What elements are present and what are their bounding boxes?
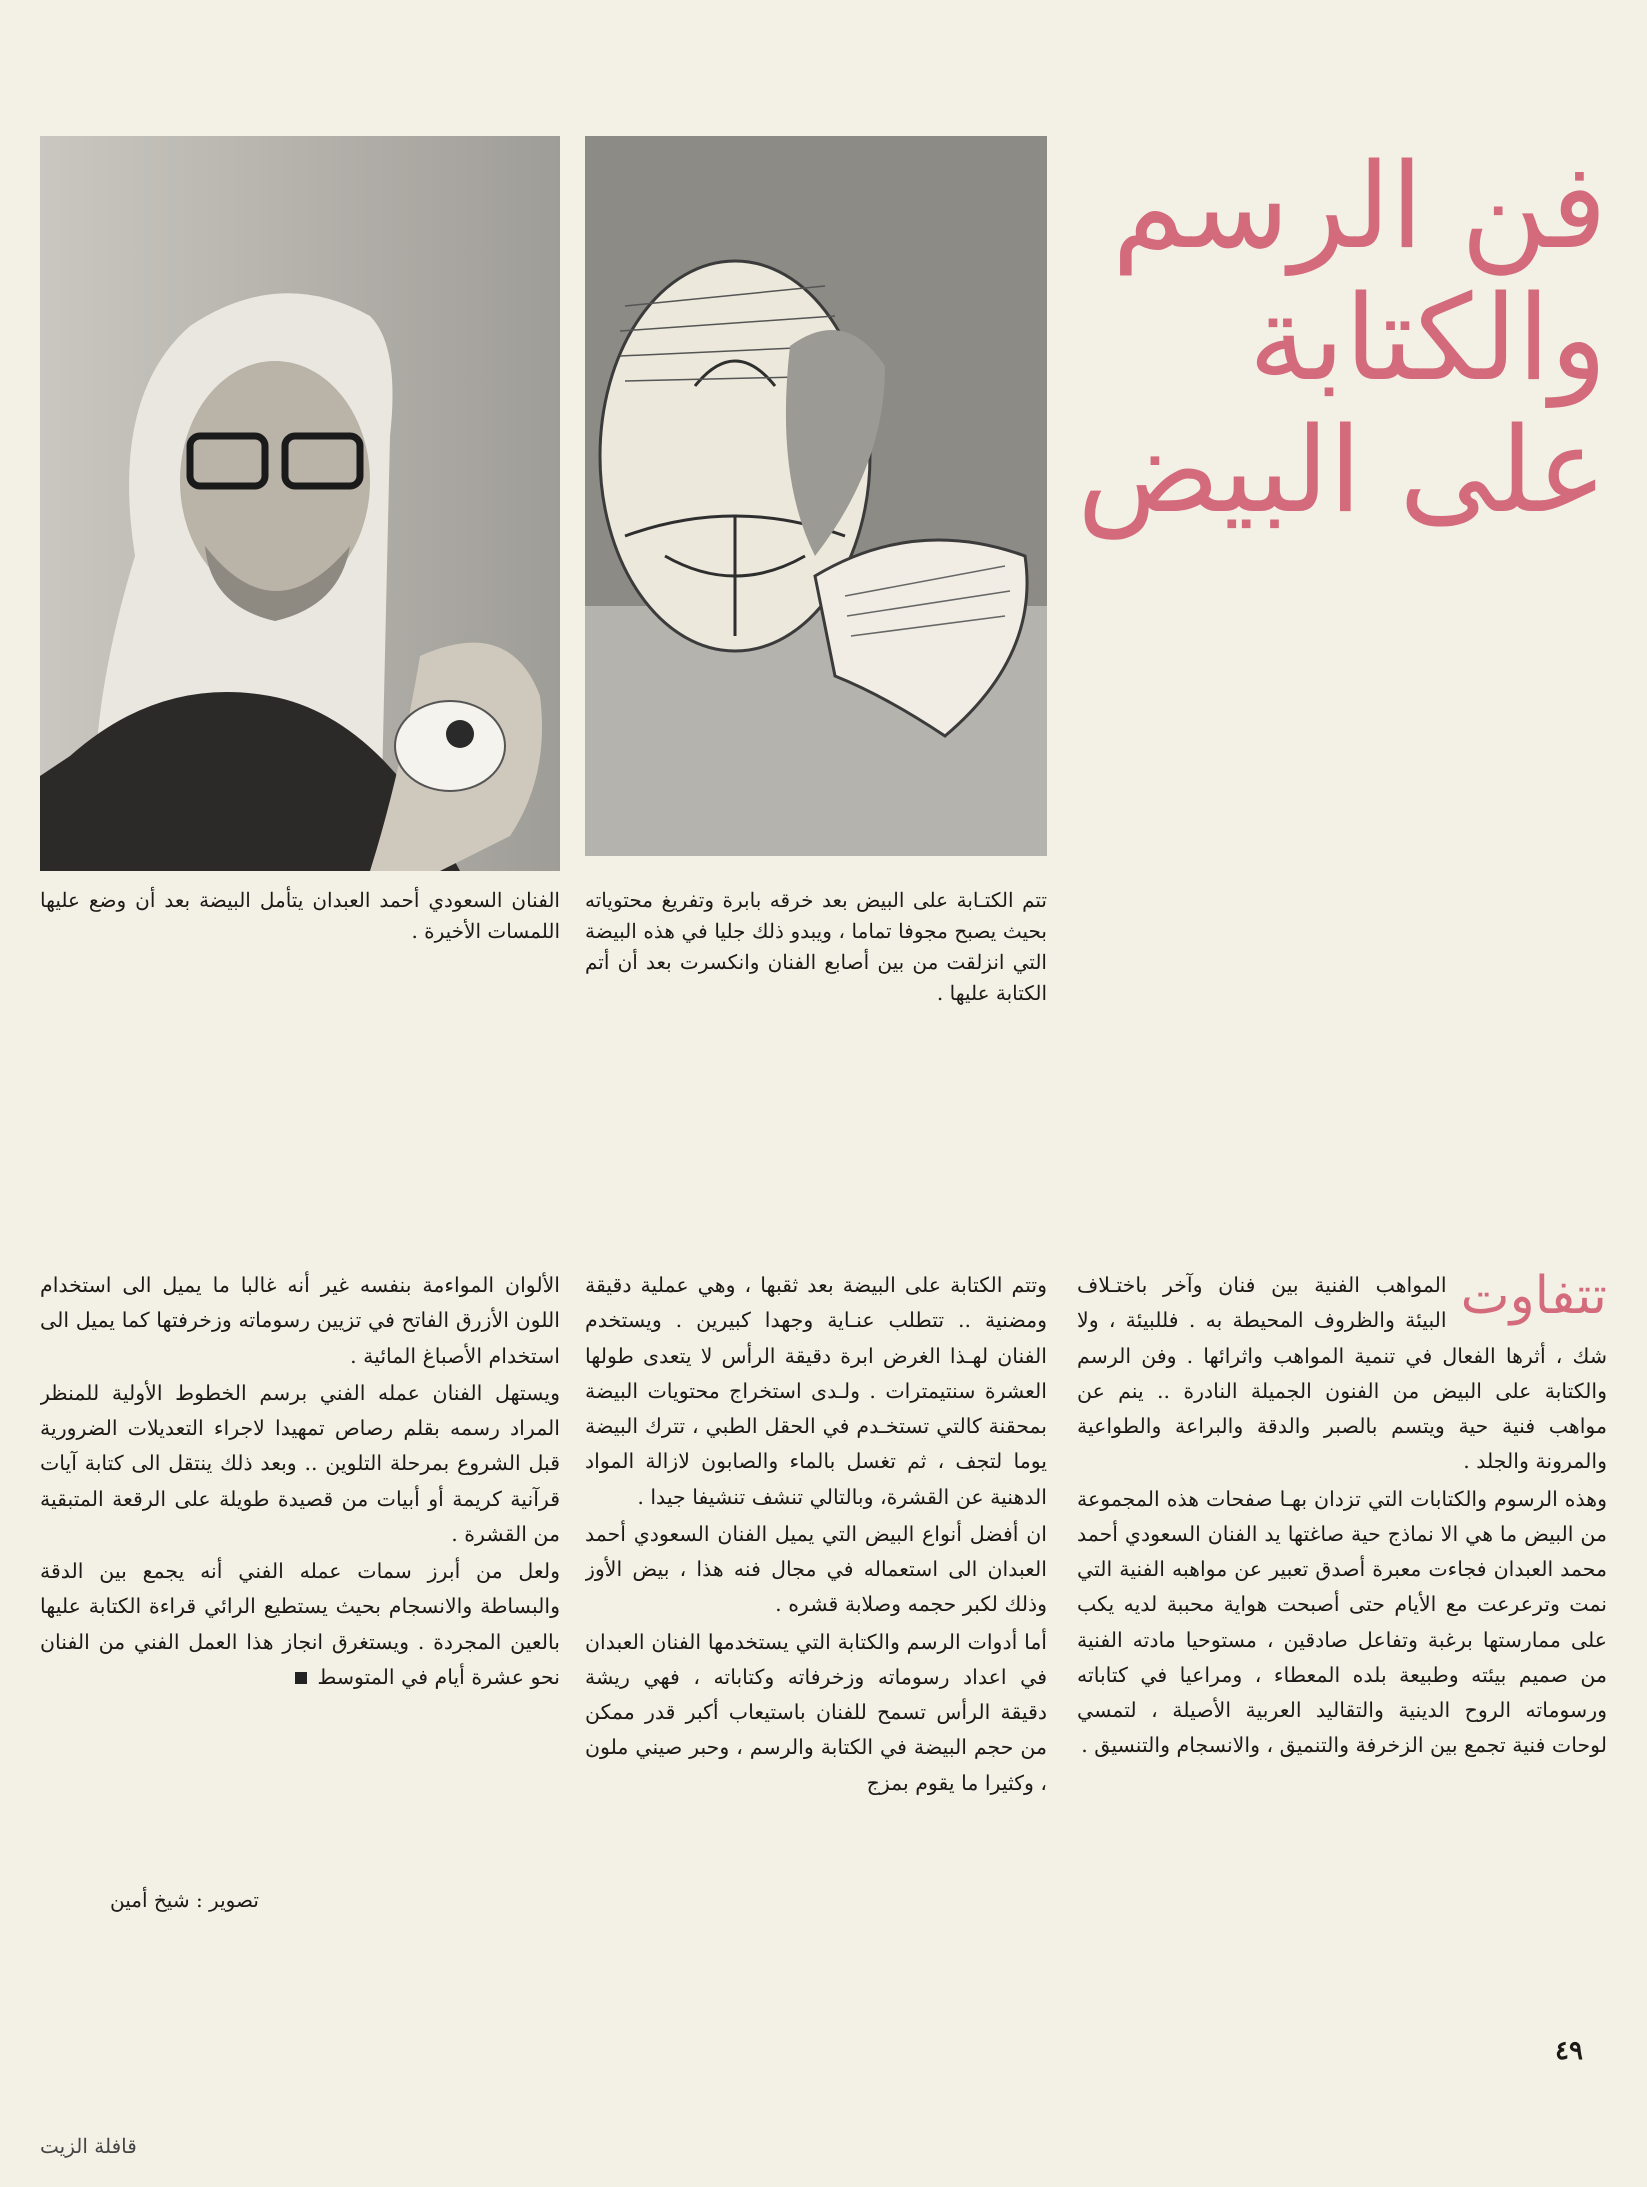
col1-paragraph-2: وهذه الرسوم والكتابات التي تزدان بهـا صفحات هذه المجموعة من البيض ما هي الا نماذج حية صاغتها يد الفنان السعودي أحمد محمد العبدان فجاءت معبرة أصدق تعبير عن مواهبه الفنية التي نمت وترعرعت مع الأيام حتى أصبحت هواية محببة لديه يكب على ممارستها برغبة وتفاعل صادقين ، مستوحيا مادته الفنية من صميم بيئته وطبيعة بلده المعطاء ، ومراعيا في كتاباته ورسوماته الروح الدينية والتقاليد العربية الأصيلة ، لتمسي لوحات فنية تجمع بين الزخرفة والتنميق ، والانسجام والتنسيق .: [1077, 1486, 1607, 1758]
col3-paragraph-3: [40, 1554, 560, 1695]
title-line-3: على البيض: [1077, 401, 1607, 540]
col1-paragraph-1: المواهب الفنية بين فنان وآخر باختـلاف البيئة والظروف المحيطة به . فللبيئة ، ولا شك ، أثرها الفعال في تنمية المواهب واثرائها . وفن الرسم والكتابة على البيض من الفنون الجميلة النادرة .. ينم عن مواهب فنية حية ويتسم بالصبر والدقة والبراعة والطواعية والمرونة والجلد .: [1077, 1273, 1607, 1474]
magazine-footer: قافلة الزيت: [40, 2134, 137, 2158]
left-photo-caption: الفنان السعودي أحمد العبدان يتأمل البيضة بعد أن وضع عليها اللمسات الأخيرة .: [40, 888, 560, 943]
col2-paragraph-2: ان أفضل أنواع البيض التي يميل الفنان السعودي أحمد العبدان الى استعماله في مجال فنه هذا ، بيض الأوز وذلك لكبر حجمه وصلابة قشره .: [585, 1521, 1047, 1617]
center-photo-caption: تتم الكتـابة على البيض بعد خرقه بابرة وتفريغ محتوياته بحيث يصبح مجوفا تماما ، ويبدو ذلك جليا في هذه البيضة التي انزلقت من بين أصابع الفنان وانكسرت بعد أن أتم الكتابة عليها .: [585, 888, 1047, 1005]
article-column-2: [585, 1268, 1047, 2028]
artist-photo: [40, 136, 560, 871]
title-line-1: فن الرسم: [1112, 137, 1607, 275]
end-mark: [295, 1672, 307, 1684]
col3-paragraph-2: ويستهل الفنان عمله الفني برسم الخطوط الأولية للمنظر المراد رسمه بقلم رصاص تمهيدا لاجراء التعديلات الضرورية قبل الشروع بمرحلة التلوين .. وبعد ذلك ينتقل الى كتابة آيات قرآنية كريمة أو أبيات من قصيدة طويلة على الرقعة المتبقية من القشرة .: [40, 1380, 560, 1546]
col2-paragraph-3: أما أدوات الرسم والكتابة التي يستخدمها الفنان العبدان في اعداد رسوماته وزخرفاته وكتاباته ، فهي ريشة دقيقة الرأس تسمح للفنان باستيعاب أكبر قدر ممكن من حجم البيضة في الكتابة والرسم ، وحبر صيني ملون ، وكثيرا ما يقوم بمزج: [585, 1629, 1047, 1795]
col2-paragraph-1: وتتم الكتابة على البيضة بعد ثقبها ، وهي عملية دقيقة ومضنية .. تتطلب عنـاية وجهدا كبيرين . ويستخدم الفنان لهـذا الغرض ابرة دقيقة الرأس لا يتعدى طولها العشرة سنتيمترات . ولـدى استخراج محتويات البيضة بمحقنة كالتي تستخـدم في الحقل الطبي ، تترك البيضة يوما لتجف ، ثم تغسل بالماء والصابون لازالة المواد الدهنية عن القشرة، وبالتالي تنشف تنشيفا جيدا .: [585, 1273, 1047, 1509]
photo-credit: تصوير : شيخ أمين: [110, 1888, 259, 1912]
article-column-3: [40, 1268, 560, 1808]
col3-paragraph-1: الألوان المواءمة بنفسه غير أنه غالبا ما يميل الى استخدام اللون الأزرق الفاتح في تزيين رسوماته وزخرفتها كما يميل الى استخدام الأصباغ المائية .: [40, 1273, 560, 1368]
broken-egg-photo: [585, 136, 1047, 856]
article-title: [1037, 137, 1607, 540]
col3-paragraph-3-text: ولعل من أبرز سمات عمله الفني أنه يجمع بين الدقة والبساطة والانسجام بحيث يستطيع الرائي قراءة الكتابة عليها بالعين المجردة . ويستغرق انجاز هذا العمل الفني من الفنان نحو عشرة أيام في المتوسط: [40, 1559, 560, 1689]
page-number: ٤٩: [1555, 2036, 1583, 2066]
title-line-2: والكتابة: [1248, 269, 1607, 408]
drop-word: تتفاوت: [1460, 1268, 1607, 1326]
article-column-1: [1077, 1268, 1607, 2028]
